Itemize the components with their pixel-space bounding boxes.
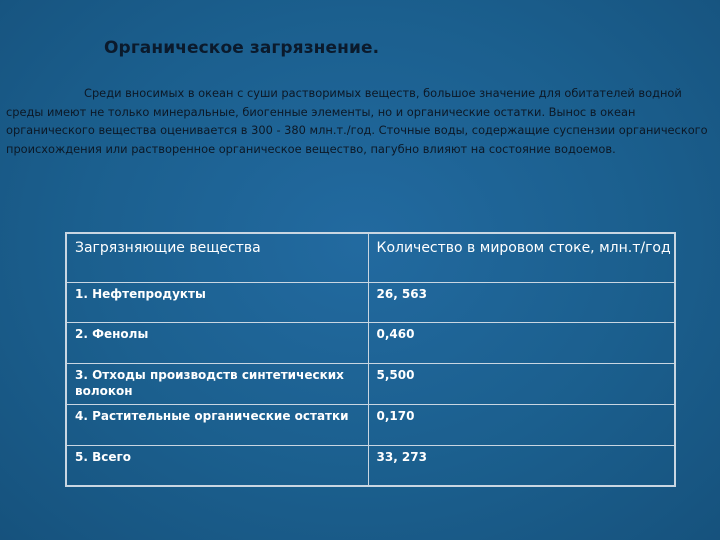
table-row xyxy=(66,323,675,364)
table-row xyxy=(66,405,675,446)
substance-cell: 1. Нефтепродукты xyxy=(66,283,368,323)
slide-title: Органическое загрязнение. xyxy=(104,38,380,58)
substance-cell: 5. Всего xyxy=(66,446,368,487)
amount-cell: 26, 563 xyxy=(368,283,675,323)
pollutants-table xyxy=(65,232,676,487)
header-amount: Количество в мировом стоке, млн.т/год xyxy=(368,233,675,283)
amount-cell: 0,460 xyxy=(368,323,675,364)
amount-cell: 33, 273 xyxy=(368,446,675,487)
header-substances: Загрязняющие вещества xyxy=(66,233,368,283)
table-row xyxy=(66,364,675,405)
substance-cell: 3. Отходы производств синтетических волокон xyxy=(66,364,368,405)
table-header-row xyxy=(66,233,675,283)
table-row xyxy=(66,283,675,323)
table-row xyxy=(66,446,675,487)
amount-cell: 5,500 xyxy=(368,364,675,405)
substance-cell: 4. Растительные органические остатки xyxy=(66,405,368,446)
substance-cell: 2. Фенолы xyxy=(66,323,368,364)
intro-paragraph-text: Среди вносимых в океан с суши растворимых веществ, большое значение для обитателей водной среды имеют не только минеральные, биогенные элементы, но и органические остатки. Вынос в океан органического вещества оценивается в 300 - 380 млн.т./год. Сточные воды, содержащие суспензии органического происхождения или растворенное органическое вещество, пагубно влияют на состояние водоемов. xyxy=(6,86,708,156)
intro-paragraph xyxy=(6,84,712,158)
amount-cell: 0,170 xyxy=(368,405,675,446)
